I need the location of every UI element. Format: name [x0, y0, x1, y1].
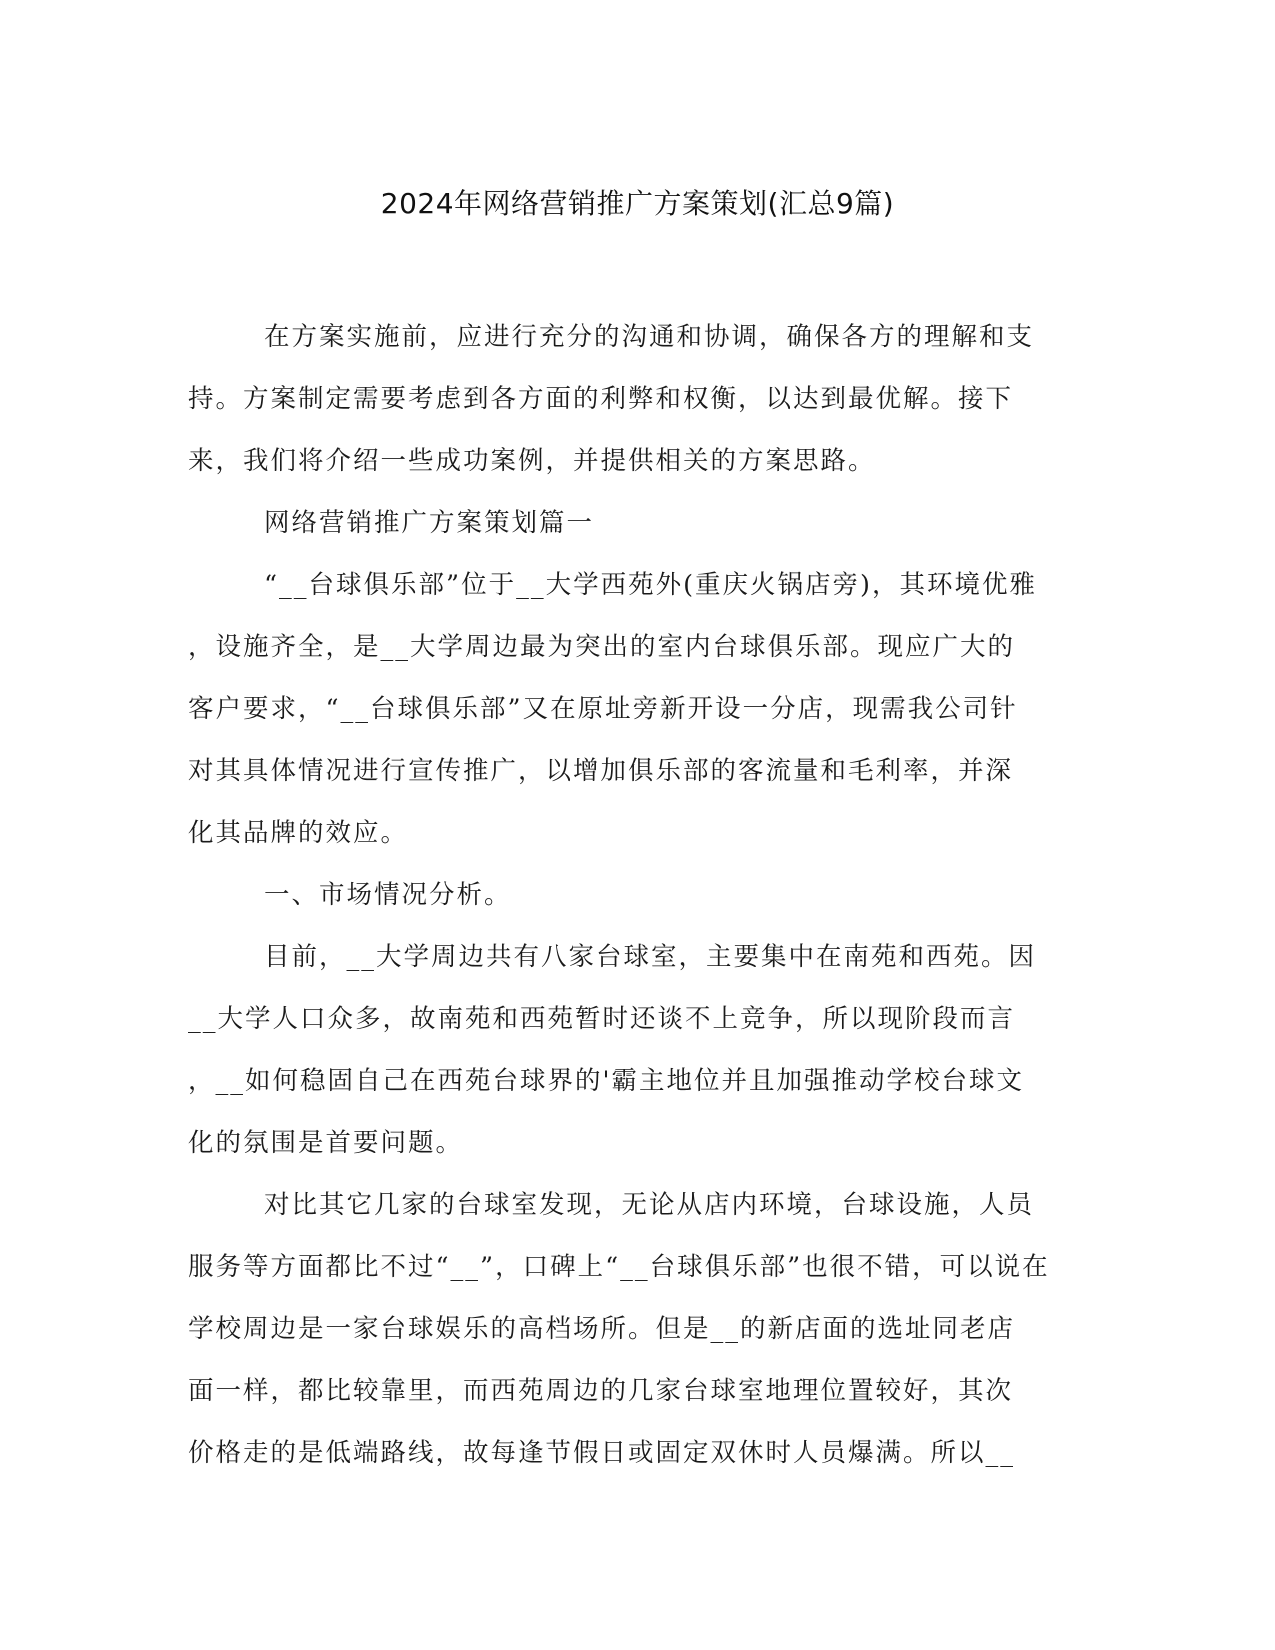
paragraph-line: ，__如何稳固自己在西苑台球界的'霸主地位并且加强推动学校台球文 [188, 1066, 1025, 1096]
paragraph-line: 学校周边是一家台球娱乐的高档场所。但是__的新店面的选址同老店 [188, 1314, 1016, 1344]
paragraph-line: ，设施齐全，是__大学周边最为突出的室内台球俱乐部。现应广大的 [188, 632, 1016, 662]
document-body [188, 306, 1088, 1484]
paragraph-line: “__台球俱乐部”位于__大学西苑外(重庆火锅店旁)，其环境优雅 [264, 570, 1037, 600]
paragraph-line: 客户要求，“__台球俱乐部”又在原址旁新开设一分店，现需我公司针 [188, 694, 1018, 724]
paragraph-line: __大学人口众多，故南苑和西苑暂时还谈不上竞争，所以现阶段而言 [188, 1004, 1016, 1034]
section-heading: 网络营销推广方案策划篇一 [264, 508, 595, 538]
paragraph-line: 持。方案制定需要考虑到各方面的利弊和权衡，以达到最优解。接下 [188, 384, 1014, 414]
paragraph-line: 对比其它几家的台球室发现，无论从店内环境，台球设施，人员 [264, 1190, 1035, 1220]
paragraph-line: 对其具体情况进行宣传推广，以增加俱乐部的客流量和毛利率，并深 [188, 756, 1014, 786]
paragraph-line: 化的氛围是首要问题。 [188, 1128, 464, 1158]
document-title: 2024年网络营销推广方案策划(汇总9篇) [380, 187, 895, 220]
paragraph-line: 价格走的是低端路线，故每逢节假日或固定双休时人员爆满。所以__ [188, 1438, 1016, 1468]
paragraph-line: 面一样，都比较靠里，而西苑周边的几家台球室地理位置较好，其次 [188, 1376, 1014, 1406]
paragraph-line: 目前，__大学周边共有八家台球室，主要集中在南苑和西苑。因 [264, 942, 1037, 972]
paragraph-line: 在方案实施前，应进行充分的沟通和协调，确保各方的理解和支 [264, 322, 1035, 352]
paragraph-line: 化其品牌的效应。 [188, 818, 409, 848]
paragraph-line: 服务等方面都比不过“__”，口碑上“__台球俱乐部”也很不错，可以说在 [188, 1252, 1050, 1282]
subsection-heading: 一、市场情况分析。 [264, 880, 512, 910]
paragraph-line: 来，我们将介绍一些成功案例，并提供相关的方案思路。 [188, 446, 876, 476]
